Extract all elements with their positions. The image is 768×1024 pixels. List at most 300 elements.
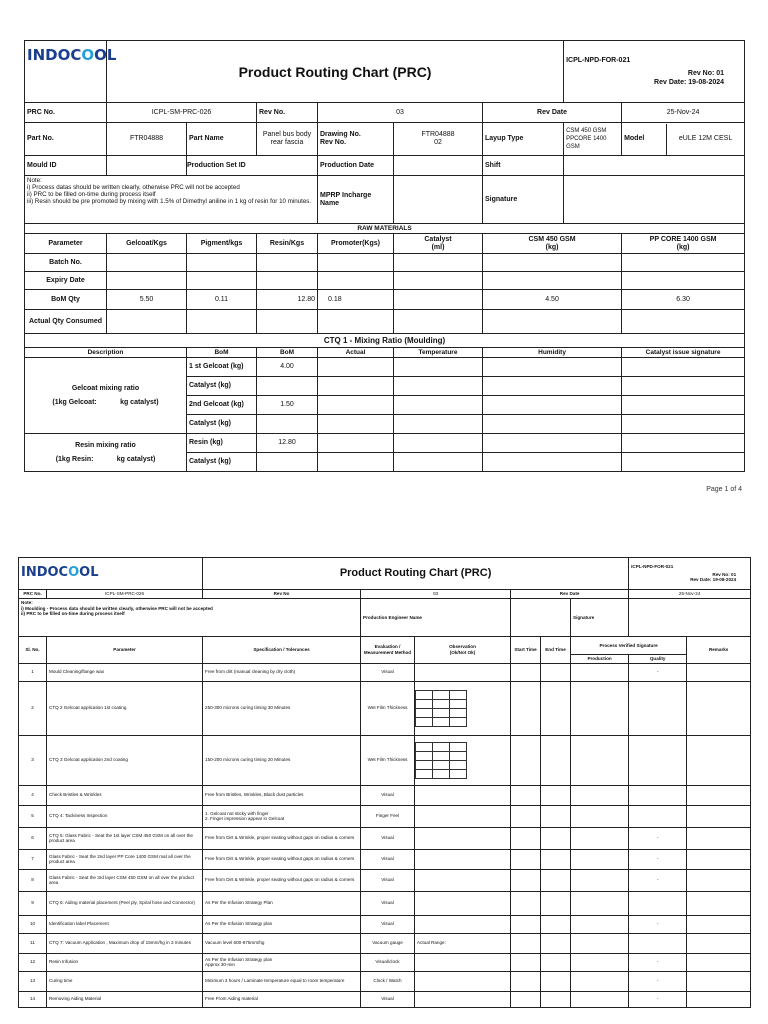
row-end-time: [541, 891, 571, 915]
row-parameter: Curing time: [47, 971, 203, 991]
ctq1-item: 2nd Gelcoat (kg): [187, 396, 257, 415]
wft-cell[interactable]: [450, 760, 467, 769]
process-row: [19, 805, 751, 827]
page-footer: Page 1 of 4: [706, 486, 742, 493]
row-end-time: [541, 827, 571, 849]
wft-cell[interactable]: [450, 717, 467, 726]
row-eval: Wet Film Thickness: [361, 681, 415, 735]
row-eval: Visual/clock: [361, 953, 415, 971]
row-remarks: [687, 663, 751, 681]
row-production: [571, 805, 629, 827]
row-observation: [415, 663, 511, 681]
wft-cell[interactable]: [416, 690, 433, 699]
ctq1-col-bom-2: BoM: [257, 348, 318, 358]
rm-row: [25, 272, 745, 290]
process-row: [19, 681, 751, 735]
row-parameter: Mould Cleaning/flange wax: [47, 663, 203, 681]
p2-signature: Signature: [571, 599, 629, 637]
bom-csm: 4.50: [483, 290, 622, 310]
col-production: Production: [571, 655, 629, 664]
indocool-logo-2: INDOCOOL: [21, 564, 99, 580]
row-eval: Wet Film Thickness: [361, 735, 415, 785]
row-parameter: CTQ 3 Gelcoat application 2nd coating: [47, 735, 203, 785]
process-row: [19, 891, 751, 915]
row-parameter: Removing Aiding Material: [47, 991, 203, 1007]
row-quality: [629, 681, 687, 735]
doc-rev-no: Rev No: 01: [687, 70, 725, 77]
wft-cell[interactable]: [416, 751, 433, 760]
rm-col-csm: CSM 450 GSM (kg): [483, 234, 622, 254]
process-row: [19, 663, 751, 681]
wft-cell[interactable]: [433, 717, 450, 726]
row-production: [571, 991, 629, 1007]
row-production: [571, 849, 629, 869]
wft-cell[interactable]: [416, 717, 433, 726]
label-rev-no: Rev No.: [257, 103, 318, 123]
row-production: [571, 971, 629, 991]
ctq1-col-description: Description: [25, 348, 187, 358]
wft-grid: [415, 690, 467, 727]
row-observation: [415, 849, 511, 869]
rm-row: [25, 254, 745, 272]
row-spec: Minimum 3 hours / Laminate temperature equal to room temperature: [203, 971, 361, 991]
label-production-date: Production Date: [318, 156, 394, 176]
row-observation: [415, 953, 511, 971]
row-eval: Visual: [361, 849, 415, 869]
process-row: [19, 991, 751, 1007]
row-end-time: [541, 991, 571, 1007]
wft-cell[interactable]: [450, 708, 467, 717]
doc-info: [564, 41, 745, 103]
bom-catalyst: [394, 290, 483, 310]
label-part-name: Part Name: [187, 123, 257, 156]
label-drawing-no: Drawing No. Rev No.: [318, 123, 394, 156]
label-prc-no: PRC No.: [25, 103, 107, 123]
row-eval: Visual: [361, 991, 415, 1007]
row-remarks: [687, 953, 751, 971]
row-start-time: [511, 891, 541, 915]
value-rev-date: 25-Nov-24: [622, 103, 745, 123]
row-parameter: Check Bristles & Wrinkles: [47, 785, 203, 805]
ctq1-bom: 1.50: [257, 396, 318, 415]
label-production-set-id: Production Set ID: [187, 156, 318, 176]
logo-cell: [25, 41, 117, 103]
row-remarks: [687, 849, 751, 869]
row-start-time: [511, 785, 541, 805]
value-rev-no: 03: [318, 103, 483, 123]
row-end-time: [541, 785, 571, 805]
rm-row-label: Expiry Date: [25, 272, 107, 290]
row-observation: [415, 891, 511, 915]
bom-pigment: 0.11: [187, 290, 257, 310]
value-shift: [564, 156, 745, 176]
row-sl: 2: [19, 681, 47, 735]
row-end-time: [541, 805, 571, 827]
col-sl: Sl. No.: [19, 637, 47, 664]
row-quality: [629, 805, 687, 827]
row-observation-grid: [415, 735, 511, 785]
rm-col-promoter: Promoter(Kgs): [318, 234, 394, 254]
row-production: [571, 785, 629, 805]
row-start-time: [511, 805, 541, 827]
row-production: [571, 869, 629, 891]
row-production: [571, 953, 629, 971]
row-start-time: [511, 827, 541, 849]
col-end-time: End Time: [541, 637, 571, 664]
p2-header: [19, 637, 751, 655]
row-end-time: [541, 735, 571, 785]
row-eval: Visual: [361, 827, 415, 849]
label-mould-id: Mould ID: [25, 156, 107, 176]
row-observation: [415, 915, 511, 933]
wft-cell[interactable]: [433, 769, 450, 778]
ctq1-bom: [257, 453, 318, 472]
row-spec: As Per the Infusion Strategy plan Approx 30-min: [203, 953, 361, 971]
gelcoat-ratio-title: Gelcoat mixing ratio: [71, 384, 140, 392]
ctq1-item: Catalyst (kg): [187, 377, 257, 396]
label-rev-date: Rev Date: [483, 103, 622, 123]
row-start-time: [511, 663, 541, 681]
row-end-time: [541, 915, 571, 933]
row-sl: 5: [19, 805, 47, 827]
row-quality: -: [629, 991, 687, 1007]
rm-row-label: BoM Qty: [25, 290, 107, 310]
row-sl: 7: [19, 849, 47, 869]
label-part-no: Part No.: [25, 123, 107, 156]
row-remarks: [687, 735, 751, 785]
row-end-time: [541, 933, 571, 953]
row-remarks: [687, 681, 751, 735]
rm-col-ppcore: PP CORE 1400 GSM (kg): [622, 234, 745, 254]
ctq1-bom: 12.80: [257, 434, 318, 453]
row-spec: Free from Dirt & Wrinkle, proper seating without gaps on radius & corners: [203, 849, 361, 869]
prc-page-1: [24, 40, 745, 472]
value-model: eULE 12M CESL: [678, 135, 733, 142]
row-parameter: Resin Infusion: [47, 953, 203, 971]
process-row: [19, 915, 751, 933]
wft-cell[interactable]: [450, 690, 467, 699]
p2-value-rev: 03: [361, 590, 511, 599]
row-parameter: Glass Fabric - Seat the 2nd layer PP Core 1400 GSM mat all over the product area: [47, 849, 203, 869]
col-remarks: Remarks: [687, 637, 751, 664]
wft-cell[interactable]: [450, 751, 467, 760]
row-quality: -: [629, 971, 687, 991]
row-sl: 13: [19, 971, 47, 991]
value-prc-no: ICPL-SM-PRC-026: [107, 103, 257, 123]
wft-grid: [415, 742, 467, 779]
row-production: [571, 735, 629, 785]
row-sl: 9: [19, 891, 47, 915]
bom-gelcoat: 5.50: [107, 290, 187, 310]
value-mprp-incharge: [394, 176, 483, 224]
row-start-time: [511, 915, 541, 933]
gelcoat-ratio-sub: (1kg Gelcoat: kg catalyst): [52, 398, 159, 406]
rm-row: [25, 310, 745, 334]
rm-col-gelcoat: Gelcoat/Kgs: [107, 234, 187, 254]
row-observation: [415, 991, 511, 1007]
ctq1-bom: 4.00: [257, 358, 318, 377]
ctq1-heading: CTQ 1 - Mixing Ratio (Moulding): [25, 334, 745, 348]
rm-col-parameter: Parameter: [25, 234, 107, 254]
row-spec: As Per the Infusion Strategy plan: [203, 915, 361, 933]
row-sl: 10: [19, 915, 47, 933]
row-eval: Vacuum gauge: [361, 933, 415, 953]
row-production: [571, 827, 629, 849]
row-remarks: [687, 785, 751, 805]
row-quality: -: [629, 953, 687, 971]
process-row: [19, 971, 751, 991]
row-production: [571, 915, 629, 933]
row-parameter: CTQ 6: Aiding material placement (Peel ply, Spiral hose and Connector): [47, 891, 203, 915]
row-end-time: [541, 953, 571, 971]
wft-cell[interactable]: [450, 699, 467, 708]
row-start-time: [511, 971, 541, 991]
label-signature: Signature: [483, 176, 564, 224]
col-parameter: Parameter: [47, 637, 203, 664]
model-cell: [622, 123, 745, 156]
row-sl: 4: [19, 785, 47, 805]
value-part-no: FTR04888: [107, 123, 187, 156]
wft-cell[interactable]: [450, 769, 467, 778]
row-remarks: [687, 869, 751, 891]
resin-ratio-sub: (1kg Resin: kg catalyst): [55, 455, 156, 463]
row-remarks: [687, 991, 751, 1007]
row-start-time: [511, 681, 541, 735]
process-row: [19, 827, 751, 849]
row-spec: 150-200 microns curing timing 20 Minutes: [203, 735, 361, 785]
doc-rev-date-2: Rev Date: 19-08-2024: [690, 577, 737, 583]
ctq1-header: [25, 348, 745, 358]
wft-cell[interactable]: [433, 760, 450, 769]
prc-page-2: [18, 557, 751, 1008]
bom-resin: 12.80: [257, 290, 318, 310]
row-quality: -: [629, 827, 687, 849]
row-sl: 11: [19, 933, 47, 953]
doc-rev-date: Rev Date: 19-08-2024: [654, 79, 725, 86]
wft-cell[interactable]: [450, 742, 467, 751]
row-parameter: CTQ 5: Glass Fabric - Seat the 1st layer CSM 450 GSM on all over the product area: [47, 827, 203, 849]
doc-code: ICPL-NPD-FOR-021: [566, 57, 631, 64]
p2-label-rev: Rev No: [203, 590, 361, 599]
row-production: [571, 891, 629, 915]
col-spec: Specification / Tolerances: [203, 637, 361, 664]
label-shift: Shift: [483, 156, 564, 176]
row-observation: [415, 827, 511, 849]
row-eval: Visual: [361, 891, 415, 915]
value-production-date: [394, 156, 483, 176]
value-layup-type: CSM 450 GSM PPCORE 1400 GSM: [564, 123, 622, 156]
row-start-time: [511, 869, 541, 891]
process-row: [19, 735, 751, 785]
ctq1-col-humidity: Humidity: [483, 348, 622, 358]
row-spec: Free from Dirt & Wrinkle, proper seating without gaps on radius & corners: [203, 827, 361, 849]
ctq1-item: Catalyst (kg): [187, 415, 257, 434]
row-spec: Free from dirt (manual cleaning by dry cloth): [203, 663, 361, 681]
row-quality: [629, 891, 687, 915]
row-sl: 8: [19, 869, 47, 891]
row-spec: 250-300 microns curing timing 30 Minutes: [203, 681, 361, 735]
row-parameter: Glass Fabric - Seat the 3rd layer CSM 450 GSM on all over the product area: [47, 869, 203, 891]
row-observation: [415, 869, 511, 891]
ctq1-col-temperature: Temperature: [394, 348, 483, 358]
wft-cell[interactable]: [433, 690, 450, 699]
row-end-time: [541, 869, 571, 891]
wft-cell[interactable]: [416, 769, 433, 778]
col-observation: Observation (Ok/Not Ok): [415, 637, 511, 664]
ctq1-bom: [257, 415, 318, 434]
row-production: [571, 933, 629, 953]
resin-ratio-title: Resin mixing ratio: [75, 441, 136, 449]
row-sl: 1: [19, 663, 47, 681]
row-sl: 12: [19, 953, 47, 971]
row-sl: 3: [19, 735, 47, 785]
row-quality: [629, 785, 687, 805]
ctq1-col-catalyst-sign: Catalyst issue signature: [622, 348, 745, 358]
raw-materials-heading: RAW MATERIALS: [25, 224, 745, 234]
row-start-time: [511, 933, 541, 953]
ctq1-item: 1 st Gelcoat (kg): [187, 358, 257, 377]
row-quality: -: [629, 663, 687, 681]
p2-value-prc: ICPL-SM-PRC-026: [47, 590, 203, 599]
row-remarks: [687, 805, 751, 827]
process-row: [19, 785, 751, 805]
p2-value-date: 25-Nov-24: [629, 590, 751, 599]
col-process-verified: Process Verified Signature: [571, 637, 687, 655]
row-spec: Free From Aiding material: [203, 991, 361, 1007]
row-eval: Visual: [361, 915, 415, 933]
row-eval: Visual: [361, 869, 415, 891]
row-end-time: [541, 663, 571, 681]
row-production: [571, 681, 629, 735]
row-start-time: [511, 735, 541, 785]
row-eval: Finger Feel: [361, 805, 415, 827]
bom-ppcore: 6.30: [622, 290, 745, 310]
rm-col-resin: Resin/Kgs: [257, 234, 318, 254]
rm-col-pigment: Pigment/kgs: [187, 234, 257, 254]
row-spec: 1. Gelcoat not sticky with finger 2. Finger impression appear in Gelcoat: [203, 805, 361, 827]
rm-row-label: Batch No.: [25, 254, 107, 272]
ctq1-item: Resin (kg): [187, 434, 257, 453]
row-start-time: [511, 849, 541, 869]
p2-production-engineer: Production Engineer Name: [361, 599, 511, 637]
row-observation: [415, 805, 511, 827]
doc-info-2: [629, 558, 751, 590]
ctq1-bom: [257, 377, 318, 396]
bom-promoter: 0.18: [318, 290, 394, 310]
row-parameter: Identification label Placement: [47, 915, 203, 933]
row-parameter: CTQ 4: Tackiness Inspection: [47, 805, 203, 827]
row-start-time: [511, 953, 541, 971]
page1-note: Note: i) Process datas should be written clearly, otherwise PRC will not be accepted ii) PRC to be filled on-time during process itself iii) Resin should be pre promoted by mixing with 1.5% of Dimethyl aniline in 1 kg of resin for 10 minutes.: [25, 176, 318, 224]
wft-cell[interactable]: [433, 699, 450, 708]
p2-label-prc: PRC No.: [19, 590, 47, 599]
row-end-time: [541, 971, 571, 991]
row-quality: [629, 735, 687, 785]
row-remarks: [687, 827, 751, 849]
row-remarks: [687, 971, 751, 991]
label-layup-type: Layup Type: [483, 123, 564, 156]
col-eval: Evaluation / Measurement Method: [361, 637, 415, 664]
row-quality: [629, 933, 687, 953]
ctq1-col-bom: BoM: [187, 348, 257, 358]
row-quality: -: [629, 849, 687, 869]
label-mprp-incharge: MPRP Incharge Name: [318, 176, 394, 224]
rm-row-bom: [25, 290, 745, 310]
row-sl: 14: [19, 991, 47, 1007]
wft-cell[interactable]: [433, 708, 450, 717]
wft-cell[interactable]: [433, 742, 450, 751]
row-observation-grid: [415, 681, 511, 735]
wft-cell[interactable]: [416, 699, 433, 708]
ctq1-col-actual: Actual: [318, 348, 394, 358]
page-title: Product Routing Chart (PRC): [107, 41, 564, 103]
row-spec: Free from Bristles, Wrinkles, Black dust particles: [203, 785, 361, 805]
row-parameter: CTQ 2 Gelcoat application 1st coating: [47, 681, 203, 735]
page2-note: Note: i) Moulding - Process data should be written clearly, otherwise PRC will not be accepted ii) PRC to be filled on-time during process itself: [19, 599, 361, 637]
rm-col-catalyst: Catalyst (ml): [394, 234, 483, 254]
row-observation: [415, 971, 511, 991]
value-part-name: Panel bus body rear fascia: [257, 123, 318, 156]
process-row: [19, 933, 751, 953]
doc-rev-no-2: Rev No: 01: [712, 571, 737, 577]
row-remarks: [687, 891, 751, 915]
row-spec: Free from Dirt & Wrinkle, proper seating without gaps on radius & corners: [203, 869, 361, 891]
wft-cell[interactable]: [433, 751, 450, 760]
row-remarks: [687, 915, 751, 933]
row-production: [571, 663, 629, 681]
row-end-time: [541, 849, 571, 869]
label-model: Model: [622, 124, 667, 155]
value-mould-id: [107, 156, 187, 176]
row-spec: As Per the Infusion Strategy Plan: [203, 891, 361, 915]
row-start-time: [511, 991, 541, 1007]
gelcoat-ratio-cell: [25, 358, 187, 434]
wft-cell[interactable]: [416, 708, 433, 717]
row-observation: Actual Range:: [415, 933, 511, 953]
p2-label-date: Rev Date: [511, 590, 629, 599]
wft-cell[interactable]: [416, 760, 433, 769]
indocool-logo: INDOCOOL: [27, 46, 117, 64]
resin-ratio-cell: [25, 434, 187, 472]
raw-materials-header: [25, 234, 745, 254]
row-quality: -: [629, 869, 687, 891]
row-quality: -: [629, 915, 687, 933]
ctq1-item: Catalyst (kg): [187, 453, 257, 472]
wft-cell[interactable]: [416, 742, 433, 751]
row-observation: [415, 785, 511, 805]
process-row: [19, 849, 751, 869]
col-start-time: Start Time: [511, 637, 541, 664]
row-eval: Clock / Watch: [361, 971, 415, 991]
row-eval: Visual: [361, 785, 415, 805]
p2-rows: [19, 663, 751, 1007]
doc-code-2: ICPL-NPD-FOR-021: [631, 564, 674, 570]
row-parameter: CTQ 7: Vacuum Application , Maximum drop of 15mm/hg in 3 minutes: [47, 933, 203, 953]
row-remarks: [687, 933, 751, 953]
row-end-time: [541, 681, 571, 735]
row-spec: Vacuum level 600-675mm/hg: [203, 933, 361, 953]
value-signature: [564, 176, 745, 224]
value-drawing-no: FTR04888 02: [394, 123, 483, 156]
rm-row-label: Actual Qty Consumed: [25, 310, 107, 334]
col-quality: Quality: [629, 655, 687, 664]
process-row: [19, 869, 751, 891]
logo-cell-2: [19, 558, 203, 590]
row-sl: 6: [19, 827, 47, 849]
process-row: [19, 953, 751, 971]
page2-title: Product Routing Chart (PRC): [203, 558, 629, 590]
row-eval: Visual: [361, 663, 415, 681]
